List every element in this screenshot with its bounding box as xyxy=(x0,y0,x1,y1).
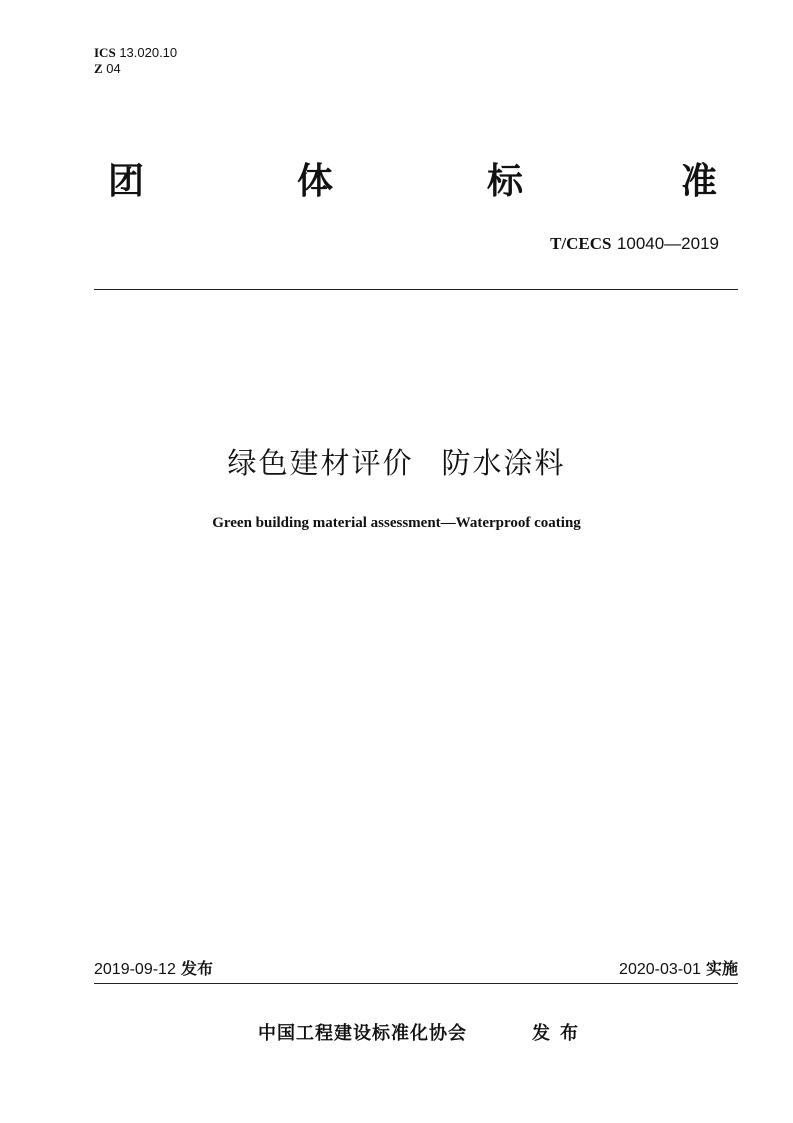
document-title-english: Green building material assessment—Waterproof coating xyxy=(212,515,581,531)
category-code xyxy=(94,60,121,77)
category-number: 04 xyxy=(106,61,121,76)
ics-prefix: ICS xyxy=(94,45,116,60)
ics-number: 13.020.10 xyxy=(119,45,178,60)
bottom-divider xyxy=(94,983,738,984)
implementation-date xyxy=(619,958,738,981)
ics-code xyxy=(94,44,177,61)
implementation-date-label: 实施 xyxy=(705,959,738,978)
banner-char-2: 体 xyxy=(297,161,334,202)
issue-date-value: 2019-09-12 xyxy=(94,961,176,978)
document-title-chinese xyxy=(0,443,793,483)
banner-char-4: 准 xyxy=(681,161,718,202)
title-part-2: 防水涂料 xyxy=(441,446,566,480)
standard-number xyxy=(550,233,719,255)
title-part-1: 绿色建材评价 xyxy=(227,446,414,480)
banner-char-1: 团 xyxy=(108,161,145,202)
standard-code: 10040—2019 xyxy=(616,234,719,253)
banner-char-3: 标 xyxy=(487,161,524,202)
top-divider xyxy=(94,289,738,290)
category-prefix: Z xyxy=(94,61,103,76)
publisher-name: 中国工程建设标准化协会 xyxy=(258,1023,467,1044)
implementation-date-value: 2020-03-01 xyxy=(619,961,701,978)
issue-date-label: 发布 xyxy=(180,959,213,978)
issue-date xyxy=(94,958,213,981)
standard-prefix: T/CECS xyxy=(550,234,612,253)
publisher-action: 发布 xyxy=(532,1023,588,1044)
